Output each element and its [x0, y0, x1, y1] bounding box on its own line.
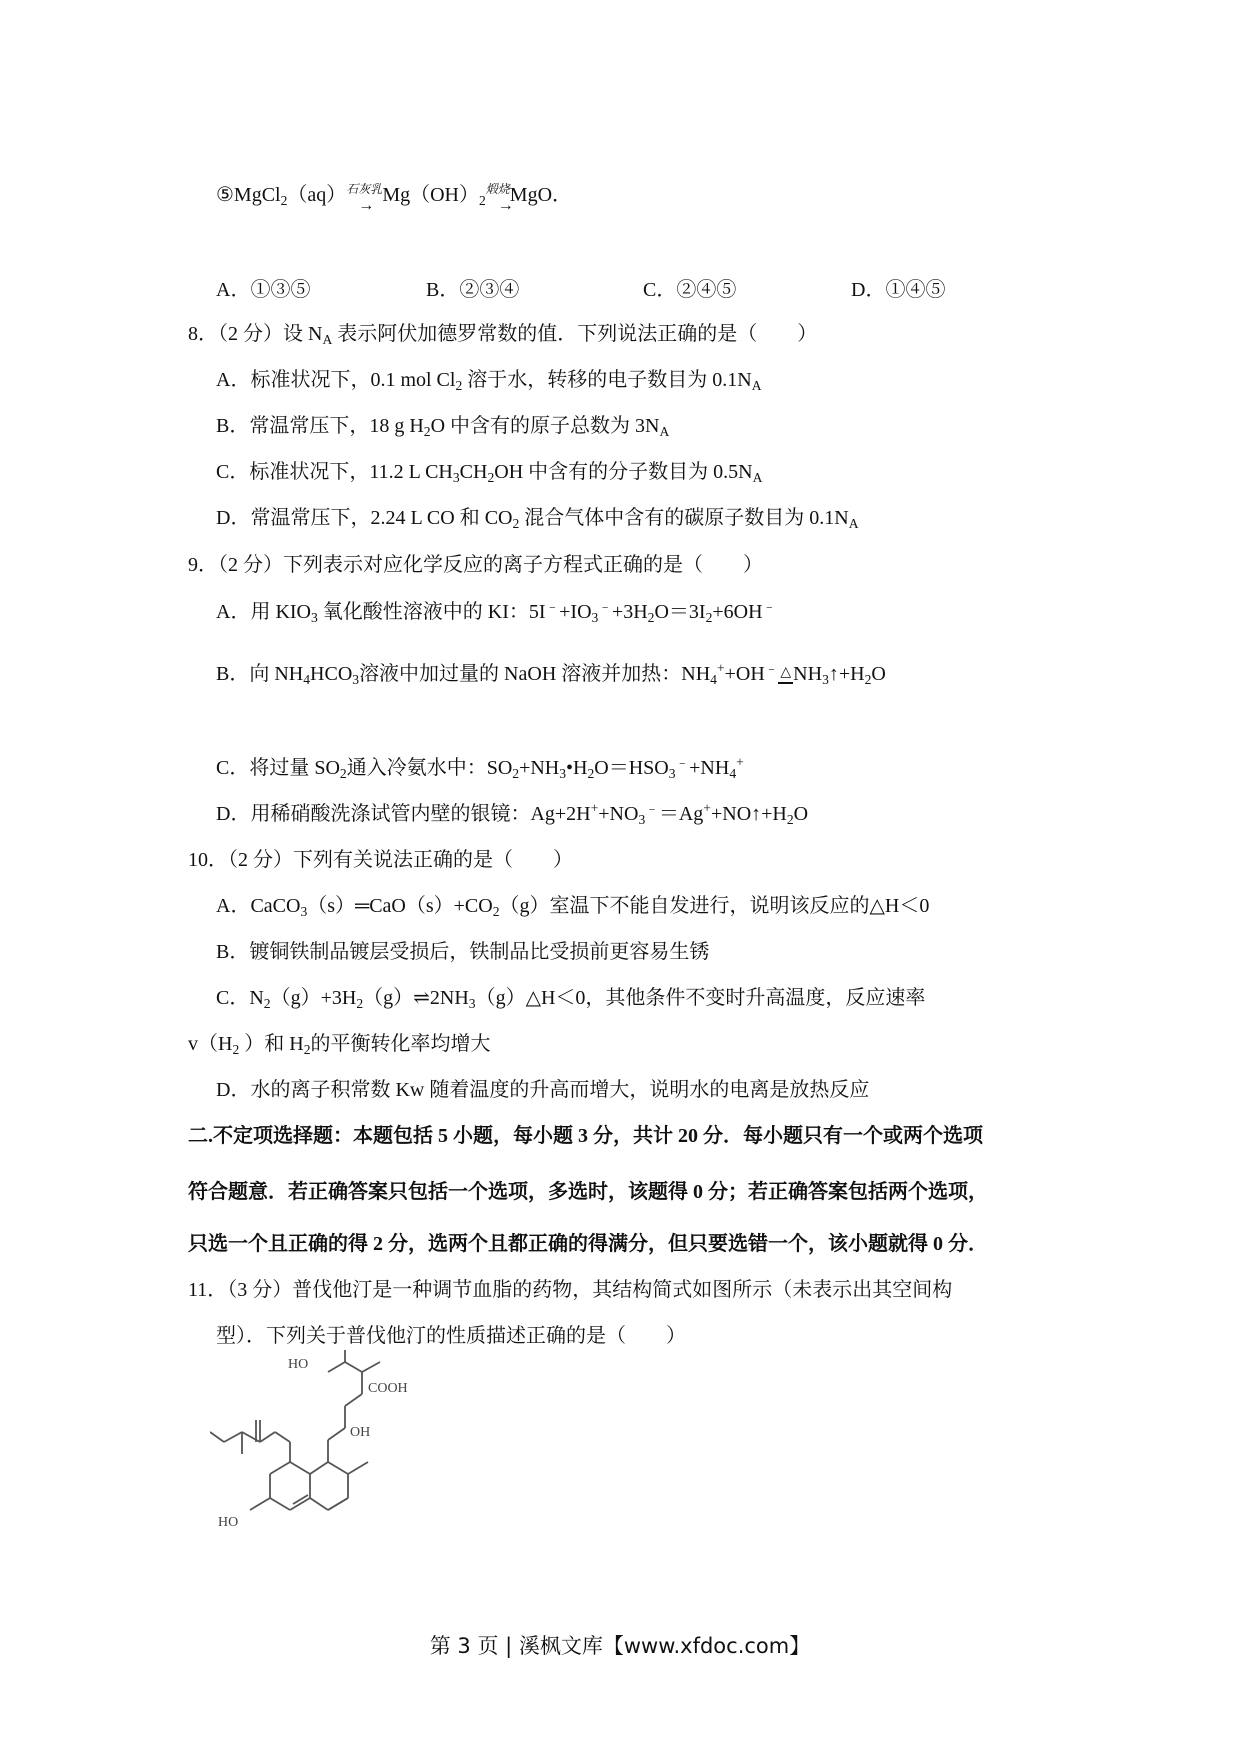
option-10c-continued: [188, 1032, 491, 1056]
text: 4: [729, 766, 737, 782]
text: B．向 NH: [216, 663, 304, 685]
text: 2: [303, 1042, 311, 1058]
text: 2: [492, 904, 500, 920]
text: +: [703, 800, 711, 816]
text: A: [752, 470, 763, 486]
text: A．标准状况下，0.1 mol Cl: [216, 369, 456, 391]
option-9b: [216, 662, 886, 686]
text: 3: [468, 996, 476, 1012]
option-9a: [216, 600, 776, 624]
option-10b: B．镀铜铁制品镀层受损后，铁制品比受损前更容易生锈: [216, 941, 710, 963]
condition-label: 石灰乳: [346, 182, 383, 196]
text: 2: [512, 766, 520, 782]
text: +3H: [611, 601, 648, 623]
option-8c: [216, 460, 762, 484]
question-11-continued: 型）．下列关于普伐他汀的性质描述正确的是（ ）: [216, 1325, 686, 1347]
text: 2: [786, 812, 794, 828]
text: •H: [566, 757, 588, 779]
text: 2: [478, 193, 486, 209]
text: （g）+3H: [270, 987, 357, 1009]
text: +NH: [519, 757, 560, 779]
text: 3: [822, 672, 829, 688]
text: +NO: [598, 803, 639, 825]
option-10c: [216, 986, 925, 1010]
text: 2: [423, 424, 431, 440]
question-11: 11．（3 分）普伐他汀是一种调节血脂的药物，其结构简式如图所示（未表示出其空间构: [188, 1279, 953, 1301]
text: B．常温常压下，18 g H: [216, 415, 424, 437]
text: MgO．: [509, 184, 573, 206]
text: 2: [705, 610, 713, 626]
text: C．标准状况下，11.2 L CH: [216, 461, 453, 483]
text: C．N: [216, 987, 264, 1009]
text: O: [871, 663, 886, 685]
text: ）和 H: [239, 1033, 304, 1055]
text: +OH: [724, 663, 765, 685]
section-2-heading-line2: 符合题意．若正确答案只包括一个选项，多选时，该题得 0 分；若正确答案包括两个选项，: [188, 1181, 988, 1203]
section-2-heading-line3: 只选一个且正确的得 2 分，选两个且都正确的得满分，但只要选错一个，该小题就得 0 分．: [188, 1233, 988, 1255]
text: （g）室温下不能自发进行，说明该反应的△H＜0: [499, 895, 930, 917]
text: （g）△H＜0，其他条件不变时升高温度，反应速率: [475, 987, 926, 1009]
text: 3: [300, 904, 308, 920]
text: A: [848, 516, 859, 532]
text: 3: [559, 766, 567, 782]
option-10d: D．水的离子积常数 Kw 随着温度的升高而增大，说明水的电离是放热反应: [216, 1079, 870, 1101]
text: 2: [455, 378, 463, 394]
condition-arrow: [485, 182, 514, 214]
text: 2: [487, 470, 495, 486]
text: 混合气体中含有的碳原子数目为 0.1N: [519, 507, 849, 529]
text: D．常温常压下，2.24 L CO 和 CO: [216, 507, 513, 529]
text: A: [751, 378, 762, 394]
text: 3: [311, 610, 318, 626]
option-8b: [216, 414, 669, 438]
text: 2: [864, 672, 872, 688]
text: 4: [710, 672, 717, 688]
text: （g）⇌2NH: [363, 987, 469, 1009]
label-ho-top: HO: [288, 1357, 309, 1372]
condition-arrow: [346, 182, 383, 214]
label-cooh: COOH: [368, 1381, 408, 1396]
text: ﹣: [645, 800, 659, 816]
text: 3: [638, 812, 646, 828]
condition-label: 煅烧: [485, 182, 510, 196]
text: ﹣: [545, 598, 560, 614]
text: ﹣: [598, 598, 612, 614]
text: A: [322, 332, 333, 348]
right-arrow-icon: →: [497, 197, 514, 214]
text: 2: [232, 1042, 240, 1058]
text: 3: [352, 672, 360, 688]
text: （s）═CaO（s）+CO: [307, 895, 493, 917]
text: D．用稀硝酸洗涤试管内壁的银镜：Ag+2H: [216, 803, 591, 825]
text: 通入冷氨水中：SO: [346, 757, 513, 779]
text: +NO↑+H: [710, 803, 787, 825]
label-ho-bottom: HO: [218, 1515, 239, 1530]
text: 8．（2 分）设 N: [188, 323, 323, 345]
option-d: D．①④⑤: [851, 279, 946, 301]
text: NH: [793, 663, 823, 685]
reaction-line-5: [216, 182, 573, 214]
option-c: C．②④⑤: [643, 279, 737, 301]
option-9c: [216, 756, 744, 780]
page-footer: 第 3 页 | 溪枫文库【www.xfdoc.com】: [429, 1634, 811, 1658]
text: CH: [459, 461, 488, 483]
section-2-heading-line1: 二.不定项选择题：本题包括 5 小题，每小题 3 分，共计 20 分．每小题只有一个或两个选项: [188, 1125, 983, 1147]
text: +: [716, 660, 725, 676]
text: 氧化酸性溶液中的 KI：5I: [317, 601, 546, 623]
text: 2: [263, 996, 271, 1012]
text: 3: [591, 610, 599, 626]
text: 溶液中加过量的 NaOH 溶液并加热：NH: [359, 663, 711, 685]
text: O＝3I: [654, 601, 706, 623]
text: 表示阿伏加德罗常数的值．下列说法正确的是（ ）: [332, 323, 818, 345]
option-8a: [216, 368, 762, 392]
text: O 中含有的原子总数为 3N: [430, 415, 660, 437]
text: 的平衡转化率均增大: [310, 1033, 491, 1055]
text: 4: [303, 672, 311, 688]
text: ﹣: [675, 754, 690, 770]
question-10: 10．（2 分）下列有关说法正确的是（ ）: [188, 849, 573, 871]
text: O: [793, 803, 809, 825]
option-a: A．①③⑤: [216, 279, 311, 301]
text: 2: [280, 193, 288, 209]
text: （aq）: [287, 184, 347, 206]
text: C．将过量 SO: [216, 757, 340, 779]
option-b: B．②③④: [426, 279, 520, 301]
text: 2: [587, 766, 595, 782]
text: A．CaCO: [216, 895, 301, 917]
text: ＝Ag: [658, 803, 704, 825]
label-oh: OH: [350, 1425, 371, 1440]
option-9d: [216, 802, 808, 826]
text: +: [736, 754, 744, 770]
option-8d: [216, 506, 859, 530]
text: ﹣: [764, 660, 779, 676]
question-8: [188, 322, 817, 346]
text: ↑+H: [828, 663, 865, 685]
question-9: 9．（2 分）下列表示对应化学反应的离子方程式正确的是（ ）: [188, 554, 763, 576]
text: ﹣: [762, 598, 777, 614]
text: +IO: [559, 601, 592, 623]
text: OH 中含有的分子数目为 0.5N: [494, 461, 753, 483]
text: ⑤MgCl: [216, 184, 281, 206]
text: 溶于水，转移的电子数目为 0.1N: [462, 369, 752, 391]
text: 2: [512, 516, 520, 532]
option-10a: [216, 894, 929, 918]
text: A．用 KIO: [216, 601, 311, 623]
text: 2: [356, 996, 364, 1012]
right-arrow-icon: →: [358, 197, 375, 214]
text: Mg（OH）: [382, 184, 479, 206]
pravastatin-structure-diagram: [210, 1350, 470, 1580]
text: HCO: [310, 663, 353, 685]
text: v（H: [188, 1033, 233, 1055]
text: 2: [647, 610, 655, 626]
text: +: [590, 800, 599, 816]
text: +6OH: [712, 601, 763, 623]
text: +NH: [689, 757, 730, 779]
text: 3: [452, 470, 460, 486]
heat-condition: △: [778, 665, 793, 684]
text: O＝HSO: [594, 757, 669, 779]
text: A: [659, 424, 670, 440]
text: 2: [339, 766, 347, 782]
text: 3: [668, 766, 676, 782]
